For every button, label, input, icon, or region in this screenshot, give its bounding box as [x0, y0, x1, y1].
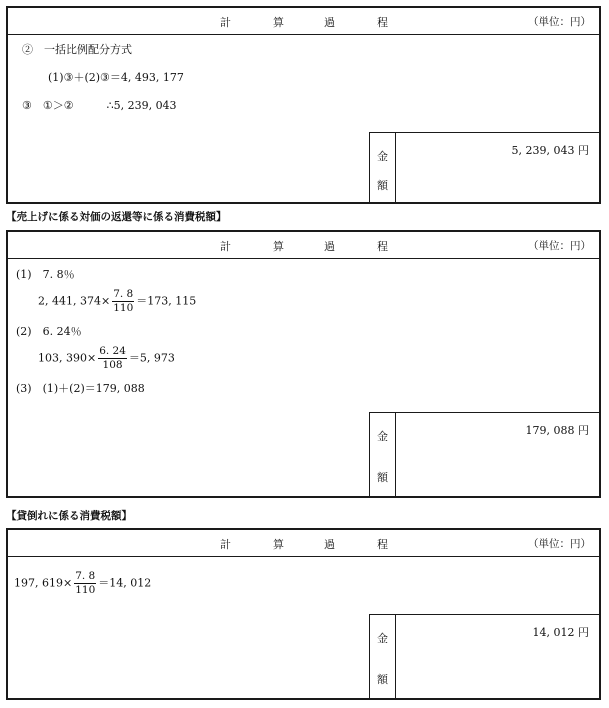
header-char: 程 — [377, 538, 388, 551]
calculation-header — [8, 232, 599, 259]
amount-value: 5, 239, 043 円 — [511, 144, 589, 157]
calc-line: (2) 6. 24％ — [16, 325, 82, 338]
amount-label: 金 額 — [370, 615, 396, 698]
header-char: 程 — [377, 16, 388, 29]
header-char: 算 — [273, 538, 284, 551]
header-char: 算 — [273, 240, 284, 253]
header-char: 算 — [273, 16, 284, 29]
calc-line: ② 一括比例配分方式 — [22, 43, 132, 56]
amount-cell — [369, 132, 599, 202]
header-char: 過 — [324, 240, 335, 253]
calculation-box-2 — [6, 230, 601, 498]
unit-label: （単位：円） — [528, 240, 591, 252]
header-char: 計 — [220, 16, 231, 29]
amount-label: 金 額 — [370, 413, 396, 496]
amount-label: 金 額 — [370, 133, 396, 202]
calculation-box-3 — [6, 528, 601, 700]
amount-cell — [369, 412, 599, 496]
header-char: 計 — [220, 240, 231, 253]
header-char: 計 — [220, 538, 231, 551]
fraction: $\frac{7. 8}{110}$ — [75, 570, 96, 596]
header-char: 過 — [324, 16, 335, 29]
header-char: 程 — [377, 240, 388, 253]
calculation-box-1 — [6, 6, 601, 204]
calc-line: (1)③＋(2)③＝4, 493, 177 — [48, 71, 184, 84]
unit-label: （単位：円） — [528, 16, 591, 28]
amount-value: 179, 088 円 — [525, 424, 589, 437]
section-title: 【貸倒れに係る消費税額】 — [6, 510, 132, 522]
section-title: 【売上げに係る対価の返還等に係る消費税額】 — [6, 211, 227, 223]
calc-line: ③ ①＞② ∴5, 239, 043 — [22, 99, 177, 112]
fraction-calc: 197, 619× $\frac{7. 8}{110}$ ＝14, 012 — [14, 570, 152, 596]
amount-value: 14, 012 円 — [532, 626, 589, 639]
calculation-header — [8, 530, 599, 557]
amount-cell — [369, 614, 599, 698]
fraction: $\frac{6. 24}{108}$ — [99, 345, 126, 371]
header-char: 過 — [324, 538, 335, 551]
fraction-calc: 2, 441, 374× $\frac{7. 8}{110}$ ＝173, 115 — [38, 288, 197, 314]
fraction: $\frac{7. 8}{110}$ — [113, 288, 134, 314]
unit-label: （単位：円） — [528, 538, 591, 550]
calc-line: (1) 7. 8％ — [16, 268, 75, 281]
calculation-header — [8, 8, 599, 35]
fraction-calc: 103, 390× $\frac{6. 24}{108}$ ＝5, 973 — [38, 345, 175, 371]
calc-line: (3) (1)＋(2)＝179, 088 — [16, 382, 145, 395]
